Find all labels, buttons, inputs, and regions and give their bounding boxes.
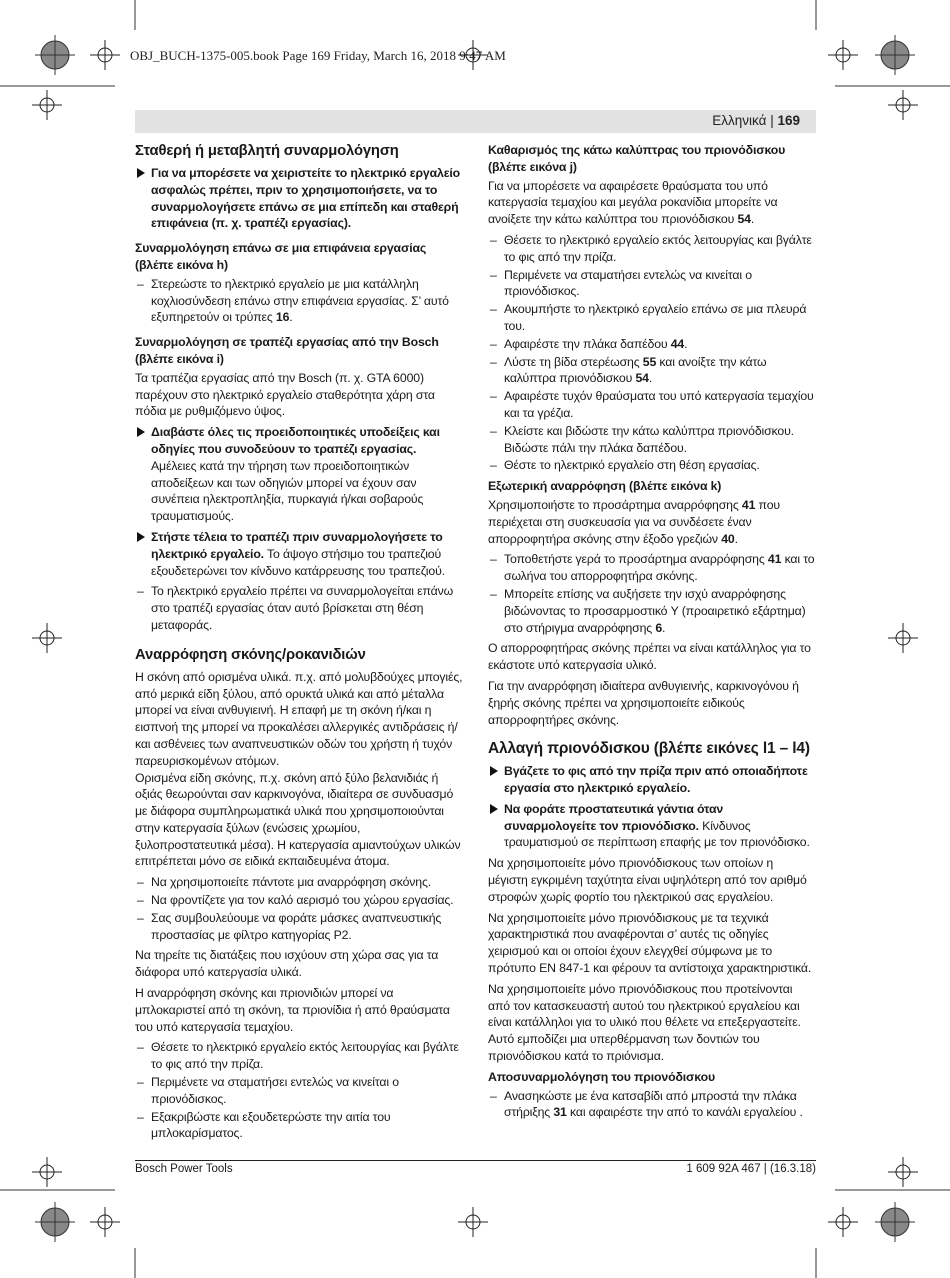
paragraph: Τα τραπέζια εργασίας από την Bosch (π. χ. GTA 6000) παρέχουν στο ηλεκτρικό εργαλείο σταθερότητα χάρη στα πόδια με ρυθμιζόμενο ύψος. (135, 370, 435, 419)
list-item: – Ανασηκώστε με ένα κατσαβίδι από μπροστά την πλάκα στήριξης 31 και αφαιρέστε την από το κανάλι εργαλείου . (490, 1088, 803, 1120)
list-item: – Το ηλεκτρικό εργαλείο πρέπει να συναρμολογείται επάνω στο τραπέζι εργασίας όταν αυτό βρίσκεται στη θέση μεταφοράς. (137, 584, 454, 632)
warning-read-instructions: Διαβάστε όλες τις προειδοποιητικές υποδείξεις και οδηγίες που συνοδεύουν το τραπέζι εργασίας. Αμέλειες κατά την τήρηση των προειδοποιητικών αποδείξεων και των οδηγιών μπορεί να έχουν σαν συνέπεια ηλεκτροπληξία, πυρκαγιά ή/και σοβαρούς τραυματισμούς. (135, 424, 463, 525)
list-item: – Περιμένετε να σταματήσει εντελώς να κινείται ο πριονόδισκος. (490, 267, 752, 299)
warning-mounting (135, 165, 463, 232)
paragraph: Να χρησιμοποιείτε μόνο πριονόδισκους με τα τεχνικά χαρακτηριστικά που αναφέρονται σ’ αυτές τις οδηγίες χειρισμού και οι οποίοι έχουν ελεγχθεί σύμφωνα με το πρότυπο EN 847-1 και φέρουν τα αντίστοιχα χαρακτηριστικά. (488, 910, 812, 976)
registration-target-bottom-right (875, 1202, 915, 1242)
warning-text: Για να μπορέσετε να χειριστείτε το ηλεκτρικό εργαλείο ασφαλώς πρέπει, πριν το χρησιμοποιήσετε, να το συναρμολογήσετε επάνω σε μια επίπεδη και σταθερή επιφάνεια (π. χ. τραπέζι εργασίας). (151, 166, 461, 231)
paragraph: Η αναρρόφηση σκόνης και πριονιδιών μπορεί να μπλοκαριστεί από τη σκόνη, τα πριονίδια ή από θραύσματα του υπό κατεργασία τεμαχίου. (135, 986, 450, 1034)
heading-blade-removal: Αποσυναρμολόγηση του πριονόδισκου (488, 1069, 715, 1084)
registration-cross-top-right (828, 40, 858, 70)
paragraph: Για την αναρρόφηση ιδιαίτερα ανθυγιεινής, καρκινογόνου ή ξηρής σκόνης πρέπει να χρησιμοποιείτε ειδικούς απορροφητήρες σκόνης. (488, 678, 799, 727)
list-item: – Στερεώστε το ηλεκτρικό εργαλείο με μια κατάλληλη κοχλιοσύνδεση επάνω στην επιφάνεια εργασίας. Σ’ αυτό εξυπηρετούν οι τρύπες 16. (137, 276, 449, 325)
registration-cross-right-upper (888, 90, 918, 120)
registration-cross-left-lower (32, 1157, 62, 1187)
heading-external-extraction: Εξωτερική αναρρόφηση (βλέπε εικόνα k) (488, 479, 722, 494)
list-item: – Περιμένετε να σταματήσει εντελώς να κινείται ο πριονόδισκος. (137, 1075, 399, 1106)
paragraph: Ο απορροφητήρας σκόνης πρέπει να είναι κατάλληλος για το εκάστοτε υπό κατεργασία υλικό. (488, 641, 811, 673)
list-item: – Ακουμπήστε το ηλεκτρικό εργαλείο επάνω σε μια πλευρά του. (490, 302, 807, 333)
paragraph: Να χρησιμοποιείτε μόνο πριονόδισκους των οποίων η μέγιστη εγκριμένη ταχύτητα είναι υψηλότερη από τον αριθμό στροφών χωρίς φορτίο του ηλεκτρικού σας εργαλείου. (488, 856, 807, 904)
list-item: – Αφαιρέστε την πλάκα δαπέδου 44. (490, 336, 688, 351)
paragraph: Η σκόνη από ορισμένα υλικά. π.χ. από μολυβδούχες μπογιές, από μερικά είδη ξύλου, από ορυκτά υλικά και από μέταλλα μπορεί να είναι ανθυγιεινή. Η επαφή με τη σκόνη ή/και η εισπνοή της μπορεί να προκαλέσει αλλεργικές αντιδράσεις ή/και ασθένειες των αναπνευστικών οδών του χρήστη ή τυχόν παρευρισκομένων ατόμων. (135, 669, 463, 768)
heading-clean-guard: Καθαρισμός της κάτω καλύπτρας του πριονόδισκου (βλέπε εικόνα j) (488, 143, 786, 174)
left-column (135, 142, 463, 1146)
list-item: – Να χρησιμοποιείτε πάντοτε μια αναρρόφηση σκόνης. (137, 875, 432, 890)
list-item: – Να φροντίζετε για τον καλό αερισμό του χώρου εργασίας. (137, 893, 454, 908)
surface-mount-list (135, 276, 463, 326)
footer-rule (135, 1160, 816, 1161)
running-header (135, 110, 816, 133)
paragraph: Για να μπορέσετε να αφαιρέσετε θραύσματα του υπό κατεργασία τεμαχίου και μεγάλα ροκανίδια μπορείτε να ανοίξετε την κάτω καλύπτρα του πριονόδισκου 54. (488, 178, 778, 227)
heading-dust-extraction: Αναρρόφηση σκόνης/ροκανιδιών (135, 646, 366, 663)
paragraph: Να χρησιμοποιείτε μόνο πριονόδισκους που προτείνονται από τον κατασκευαστή αυτού του ηλεκτρικού εργαλείου και είναι κατάλληλοι για το υλικό που θέλετε να επεξεργαστείτε. Αυτό εμποδίζει μια υπερθέρμανση των δοντιών του πριονόδισκου κατά το πριόνισμα. (488, 981, 801, 1064)
registration-cross-left-upper (32, 90, 62, 120)
right-column (488, 142, 816, 1125)
heading-mounting: Σταθερή ή μεταβλητή συναρμολόγηση (135, 143, 399, 159)
paragraph: Να τηρείτε τις διατάξεις που ισχύουν στη χώρα σας για τα διάφορα υπό κατεργασία υλικά. (135, 948, 439, 980)
registration-cross-right-mid (888, 623, 918, 653)
list-item: – Λύστε τη βίδα στερέωσης 55 και ανοίξτε την κάτω καλύπτρα πριονόδισκου 54. (490, 354, 767, 386)
list-item: – Θέσετε το ηλεκτρικό εργαλείο εκτός λειτουργίας και βγάλτε το φις από την πρίζα. (490, 232, 812, 264)
warning-gloves: Να φοράτε προστατευτικά γάντια όταν συναρμολογείτε τον πριονόδισκο. Κίνδυνος τραυματισμού σε περίπτωση επαφής με τον πριονόδισκο. (488, 801, 816, 851)
warning-table-setup: Στήστε τέλεια το τραπέζι πριν συναρμολογήσετε το ηλεκτρικό εργαλείο. Το άψογο στήσιμο του τραπεζιού εξουδετερώνει τον κίνδυνο κατάρρευσης του τραπεζιού. (135, 529, 463, 579)
heading-surface-mount: Συναρμολόγηση επάνω σε μια επιφάνεια εργασίας (βλέπε εικόνα h) (135, 241, 427, 272)
clean-list (488, 232, 816, 474)
paragraph: Χρησιμοποιήστε το προσάρτημα αναρρόφησης 41 που περιέχεται στη συσκευασία για να συνδέσετε έναν απορροφητήρα σκόνης στην έξοδο γρεζιών 40. (488, 497, 780, 546)
removal-list (488, 1088, 816, 1122)
warning-triangle-icon (137, 427, 145, 437)
list-item: – Σας συμβουλεύουμε να φοράτε μάσκες αναπνευστικής προστασίας με φίλτρο κατηγορίας P2. (137, 910, 442, 942)
registration-target-top-right (875, 35, 915, 75)
list-item: – Αφαιρέστε τυχόν θραύσματα του υπό κατεργασία τεμαχίου και τα γρέζια. (490, 389, 814, 420)
warning-triangle-icon (490, 766, 498, 776)
registration-cross-bottom-left (90, 1207, 120, 1237)
registration-cross-top-left (90, 40, 120, 70)
registration-target-top-left (35, 35, 75, 75)
paragraph: Ορισμένα είδη σκόνης, π.χ. σκόνη από ξύλο βελανιδιάς ή οξιάς θεωρούνται σαν καρκινογόνα, ιδιαίτερα σε συνδυασμό με διάφορα συμπληρωματικά υλικά που χρησιμοποιούνται στην κατεργασία ξύλων (ενώσεις χρωμίου, ξυλοπροστατευτικά μέσα). Η κατεργασία αμιαντούχων υλικών επιτρέπεται μόνο σε ειδικά εκπαιδευμένα άτομα. (135, 770, 461, 869)
registration-cross-left-mid (32, 623, 62, 653)
warning-unplug: Βγάζετε το φις από την πρίζα πριν από οποιαδήποτε εργασία στο ηλεκτρικό εργαλείο. (488, 763, 816, 797)
footer-brand: Bosch Power Tools (135, 1163, 233, 1175)
registration-target-bottom-left (35, 1202, 75, 1242)
registration-cross-right-lower (888, 1157, 918, 1187)
registration-cross-bottom-center (458, 1207, 488, 1237)
list-item: – Εξακριβώστε και εξουδετερώστε την αιτία του μπλοκαρίσματος. (137, 1109, 391, 1141)
list-item: – Μπορείτε επίσης να αυξήσετε την ισχύ αναρρόφησης βιδώνοντας το προσαρμοστικό Y (προαιρετικό εξάρτημα) στο στήριγμα αναρρόφησης 6. (490, 586, 806, 635)
blockage-list (135, 1039, 463, 1142)
list-item: – Θέστε το ηλεκτρικό εργαλείο στη θέση εργασίας. (490, 458, 760, 473)
dust-list (135, 874, 463, 943)
print-slug: OBJ_BUCH-1375-005.book Page 169 Friday, March 16, 2018 9:47 AM (130, 48, 506, 63)
table-list (135, 583, 463, 633)
external-list (488, 551, 816, 636)
footer-docnumber: 1 609 92A 467 | (16.3.18) (686, 1163, 816, 1175)
warning-triangle-icon (490, 804, 498, 814)
list-item: – Κλείστε και βιδώστε την κάτω καλύπτρα πριονόδισκου. Βιδώστε πάλι την πλάκα δαπέδου. (490, 423, 794, 455)
registration-cross-bottom-right (828, 1207, 858, 1237)
page-number: 169 (777, 113, 800, 128)
list-item: – Τοποθετήστε γερά το προσάρτημα αναρρόφησης 41 και το σωλήνα του απορροφητήρα σκόνης. (490, 552, 815, 584)
header-language: Ελληνικά (712, 113, 767, 128)
heading-blade-change: Αλλαγή πριονόδισκου (βλέπε εικόνες l1 – l4) (488, 740, 810, 758)
list-item: – Θέσετε το ηλεκτρικό εργαλείο εκτός λειτουργίας και βγάλτε το φις από την πρίζα. (137, 1040, 459, 1072)
warning-triangle-icon (137, 168, 145, 178)
header-text: Ελληνικά | 169 (712, 113, 800, 128)
warning-triangle-icon (137, 532, 145, 542)
heading-bosch-table: Συναρμολόγηση σε τραπέζι εργασίας από την Bosch (βλέπε εικόνα i) (135, 335, 439, 366)
